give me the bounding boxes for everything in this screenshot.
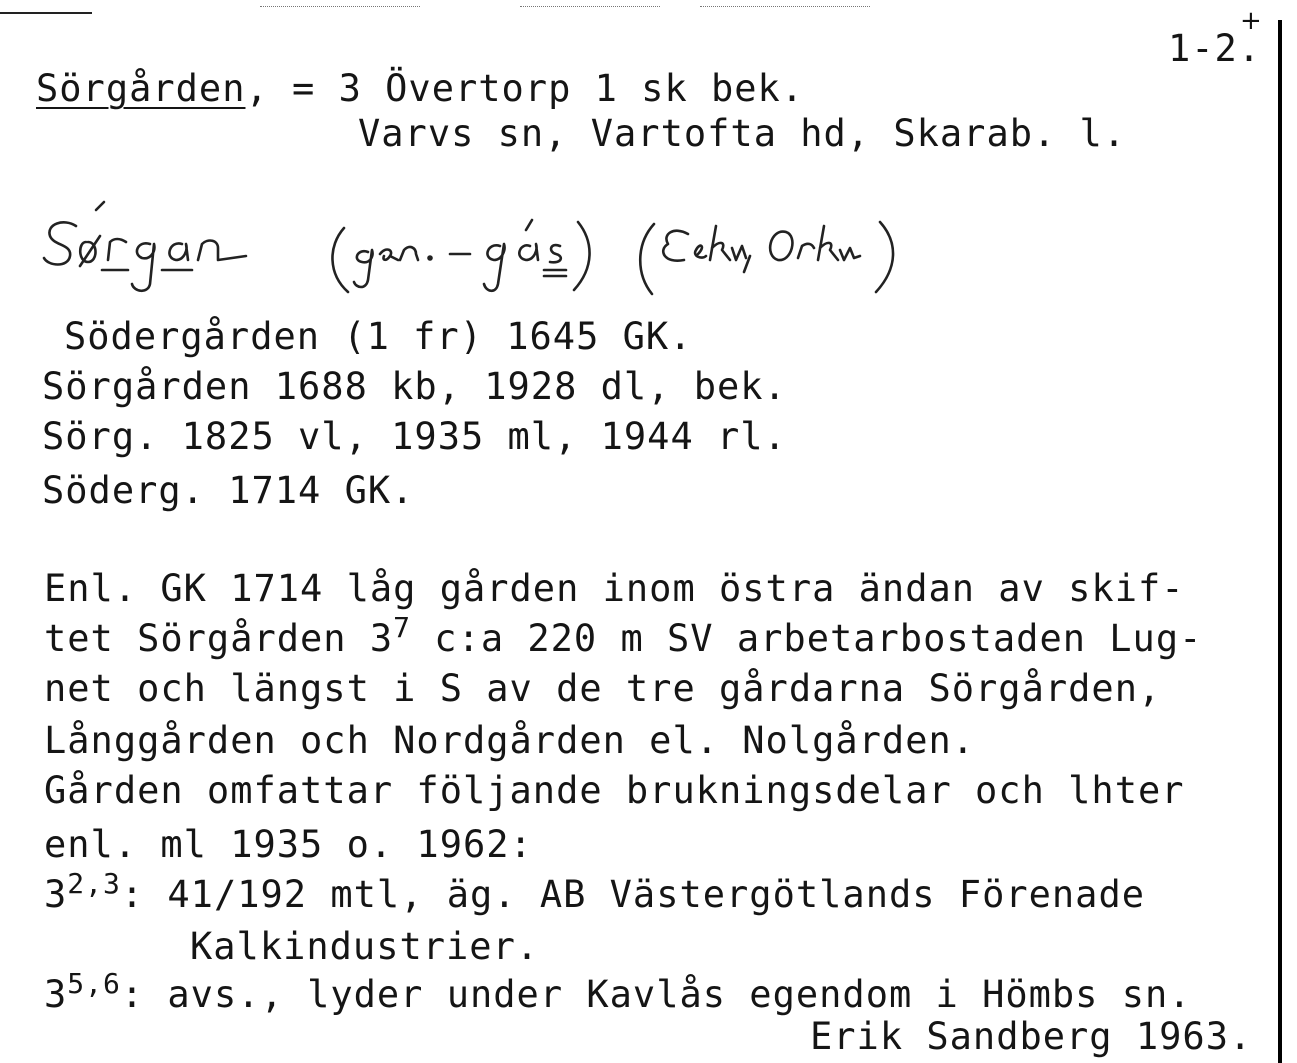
top-dotted-rule xyxy=(260,6,420,8)
header-rest: , = 3 Övertorp 1 sk bek. xyxy=(245,67,805,110)
form-line: Sörgården 1688 kb, 1928 dl, bek. xyxy=(42,365,787,408)
superscript: 2,3 xyxy=(67,867,121,900)
body-text: : 41/192 mtl, äg. AB Västergötlands Förenade xyxy=(120,873,1145,916)
body-text: 3 xyxy=(44,973,68,1016)
top-rule xyxy=(0,12,92,14)
form-line: Södergården (1 fr) 1645 GK. xyxy=(64,315,693,358)
form-line: Sörg. 1825 vl, 1935 ml, 1944 rl. xyxy=(42,415,787,458)
body-line: enl. ml 1935 o. 1962: xyxy=(44,823,533,866)
handwriting-image xyxy=(38,198,998,298)
top-dotted-rule xyxy=(700,6,870,8)
handwritten-pronunciation xyxy=(38,198,998,302)
signature: Erik Sandberg 1963. xyxy=(810,1015,1253,1058)
body-line xyxy=(44,611,1203,660)
body-line xyxy=(44,867,1145,916)
body-line: Enl. GK 1714 låg gården inom östra ändan av skif- xyxy=(44,567,1185,610)
card-number: 1-2. xyxy=(1168,27,1262,70)
body-text: c:a 220 m SV arbetarbostaden Lug- xyxy=(411,617,1203,660)
header-line-2: Varvs sn, Vartofta hd, Skarab. l. xyxy=(358,112,1127,155)
body-line: Långgården och Nordgården el. Nolgården. xyxy=(44,719,976,762)
form-line: Söderg. 1714 GK. xyxy=(42,469,415,512)
top-dotted-rule xyxy=(520,6,660,8)
body-line: Kalkindustrier. xyxy=(190,925,540,968)
body-line: Gården omfattar följande brukningsdelar och lhter xyxy=(44,769,1185,812)
body-line: net och längst i S av de tre gårdarna Sörgården, xyxy=(44,667,1162,710)
place-name: Sörgården xyxy=(36,67,246,110)
body-line xyxy=(44,967,1192,1016)
card-right-edge xyxy=(1278,20,1282,1063)
plus-mark: + xyxy=(1240,6,1262,36)
body-text: 3 xyxy=(44,873,68,916)
body-text: tet Sörgården 3 xyxy=(44,617,394,660)
body-text: : avs., lyder under Kavlås egendom i Hömbs sn. xyxy=(120,973,1192,1016)
superscript: 7 xyxy=(393,611,411,644)
header-line-1 xyxy=(36,67,805,110)
superscript: 5,6 xyxy=(67,967,121,1000)
